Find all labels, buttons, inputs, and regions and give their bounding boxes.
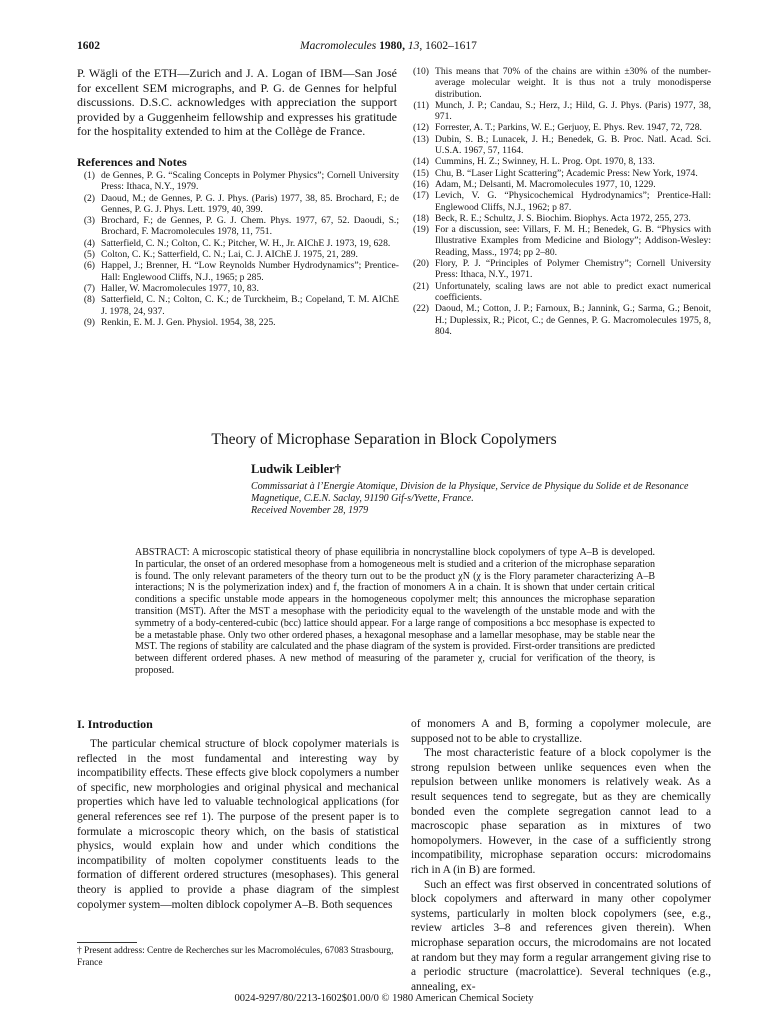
reference-text: This means that 70% of the chains are within ±30% of the number-average molecular weight. It is thus not a truly monodisperse distribution. (435, 66, 711, 100)
running-header (300, 40, 477, 52)
reference-text: For a discussion, see: Villars, F. M. H.; Benedek, G. B. “Physics with Illustrative Examples from Medicine and Biology”; Addison-Wesley: Reading, Mass., 1974; pp 2–80. (435, 224, 711, 258)
reference-number: (12) (413, 122, 429, 134)
journal-year: 1980, (379, 40, 405, 52)
page-number: 1602 (77, 40, 100, 52)
reference-item (411, 134, 711, 157)
reference-text: Forrester, A. T.; Parkins, W. E.; Gerjuoy, E. Phys. Rev. 1947, 72, 728. (435, 122, 702, 134)
reference-number: (16) (413, 178, 429, 190)
intro-right-column (411, 717, 711, 994)
reference-text: Unfortunately, scaling laws are not able to predict exact numerical coefficients. (435, 280, 711, 303)
reference-item (77, 170, 399, 193)
body-paragraph: The most characteristic feature of a block copolymer is the strong repulsion between unlike sequences even when the repulsion between unlike monomers is relatively weak. As a result sequences tend to segregate, but as they are chemically bonded even the complete segregation cannot lead to a macroscopic phase separation as in mixtures of two homopolymers. However, in the case of a sufficiently strong incompatibility, microphase separation occurs: microdomains rich in A (in B) are formed. (411, 747, 711, 876)
reference-number: (10) (413, 66, 429, 77)
references-list-left (77, 170, 399, 328)
body-paragraph: of monomers A and B, forming a copolymer molecule, are supposed not to be able to crystallize. (411, 718, 711, 745)
journal-pages: 1602–1617 (425, 40, 477, 52)
reference-item (411, 168, 711, 179)
reference-number: (3) (83, 215, 95, 227)
reference-number: (9) (83, 316, 95, 328)
reference-number: (11) (413, 99, 429, 111)
reference-text: Satterfield, C. N.; Colton, C. K.; Pitcher, W. H., Jr. AIChE J. 1973, 19, 628. (101, 237, 391, 249)
reference-text: Chu, B. “Laser Light Scattering”; Academic Press: New York, 1974. (435, 167, 698, 179)
references-heading: References and Notes (77, 155, 187, 169)
section-heading: I. Introduction (77, 717, 153, 731)
reference-text: Beck, R. E.; Schultz, J. S. Biochim. Biophys. Acta 1972, 255, 273. (435, 212, 691, 224)
reference-item (411, 258, 711, 281)
reference-number: (4) (83, 237, 95, 249)
reference-text: Happel, J.; Brenner, H. “Low Reynolds Number Hydrodynamics”; Prentice-Hall: Englewood Cliffs, N.J., 1965; p 285. (101, 260, 399, 283)
article-author: Ludwik Leibler† (251, 462, 341, 476)
reference-number: (19) (413, 224, 429, 236)
reference-item (411, 100, 711, 123)
article-title: Theory of Microphase Separation in Block Copolymers (211, 431, 557, 448)
reference-number: (8) (83, 294, 95, 306)
reference-item (77, 215, 399, 238)
copyright-footer: 0024-9297/80/2213-1602$01.00/0 © 1980 American Chemical Society (234, 993, 534, 1004)
reference-item (411, 281, 711, 304)
body-paragraph: Such an effect was first observed in concentrated solutions of block copolymers and afterward in many other copolymer systems, particularly in molten block copolymers (see, e.g., review articles 3–8 and references given therein). When microphase separation occurs, the microdomains are not located at random but they may form a regular arrangement giving rise to a periodic structure (macrolattice). Several techniques (e.g., annealing, ex- (411, 878, 711, 993)
reference-item (411, 190, 711, 213)
received-date: Received November 28, 1979 (251, 504, 369, 516)
reference-item (77, 283, 399, 294)
reference-number: (18) (413, 212, 429, 224)
reference-item (77, 294, 399, 317)
acknowledgment-paragraph: P. Wägli of the ETH—Zurich and J. A. Logan of IBM—San José for excellent SEM micrographs, and P. G. de Gennes for helpful discussions. D.S.C. acknowledges with appreciation the support provided by a Guggenheim fellowship and expresses his gratitude for the hospitality extended to him at the Collège de France. (77, 66, 397, 138)
reference-number: (13) (413, 133, 429, 145)
reference-text: Cummins, H. Z.; Swinney, H. L. Prog. Opt. 1970, 8, 133. (435, 156, 655, 168)
footnote-divider (77, 942, 137, 943)
affiliation-text: Commissariat à l’Energie Atomique, Division de la Physique, Service de Physique du Solide et de Resonance Magnetique, C.E.N. Saclay, 91190 Gif-s/Yvette, France. (251, 481, 689, 504)
reference-text: Brochard, F.; de Gennes, P. G. J. Chem. Phys. 1977, 67, 52. Daoudi, S.; Brochard, F. Macromolecules 1978, 11, 751. (101, 215, 399, 238)
journal-name: Macromolecules (300, 40, 377, 52)
reference-text: Daoud, M.; de Gennes, P. G. J. Phys. (Paris) 1977, 38, 85. Brochard, F.; de Gennes, P. G. J. Phys. Lett. 1979, 40, 399. (101, 192, 399, 215)
reference-item (77, 193, 399, 216)
footnote: † Present address: Centre de Recherches sur les Macromolécules, 67083 Strasbourg, France (77, 946, 394, 968)
reference-number: (14) (413, 156, 429, 168)
reference-item (411, 224, 711, 258)
references-list-right (411, 66, 711, 337)
reference-text: Adam, M.; Delsanti, M. Macromolecules 1977, 10, 1229. (435, 178, 656, 190)
reference-number: (21) (413, 280, 429, 292)
reference-number: (1) (83, 170, 95, 181)
reference-item (411, 122, 711, 133)
reference-text: Flory, P. J. “Principles of Polymer Chemistry”; Cornell University Press: Ithaca, N.Y., 1971. (435, 258, 711, 281)
reference-item (411, 66, 711, 100)
reference-item (411, 303, 711, 337)
journal-volume: 13, (407, 40, 423, 52)
intro-paragraph: The particular chemical structure of block copolymer materials is reflected in the most fundamental and interesting way by incompatibility effects. These effects give block copolymers a number of specific, new morphologies and original physical and mechanical properties which have led to valuable technological applications (for general references see ref 1). The purpose of the present paper is to formulate a microscopic theory which, on the basis of statistical physics, would explain how and under which conditions the incompatibility of molten copolymer constituents leads to the formation of different ordered structures (mesophases). This general theory is applied to provide a phase diagram of the simplest copolymer system—molten diblock copolymer A–B. Both sequences (77, 738, 399, 911)
reference-text: Renkin, E. M. J. Gen. Physiol. 1954, 38, 225. (101, 316, 276, 328)
reference-text: de Gennes, P. G. “Scaling Concepts in Polymer Physics”; Cornell University Press: Ithaca, N.Y., 1979. (101, 170, 399, 193)
reference-number: (20) (413, 258, 429, 270)
reference-number: (17) (413, 190, 429, 202)
reference-text: Munch, J. P.; Candau, S.; Herz, J.; Hild, G. J. Phys. (Paris) 1977, 38, 971. (435, 99, 711, 123)
reference-number: (6) (83, 260, 95, 272)
reference-text: Dubin, S. B.; Lunacek, J. H.; Benedek, G. B. Proc. Natl. Acad. Sci. U.S.A. 1967, 57, 1164. (435, 133, 711, 157)
reference-item (77, 238, 399, 249)
reference-item (411, 179, 711, 190)
reference-item (77, 249, 399, 260)
reference-number: (2) (83, 192, 95, 204)
reference-number: (5) (83, 249, 95, 261)
reference-number: (7) (83, 282, 95, 294)
abstract: ABSTRACT: A microscopic statistical theory of phase equilibria in noncrystalline block copolymers of type A–B is developed. In particular, the onset of an ordered mesophase from a homogeneous melt is studied and a criterion of the microphase separation is found. The only relevant parameters of the theory turn out to be the product χN (χ is the Flory parameter characterizing A–B interactions; N is the polymerization index) and f, the fraction of monomers A in a chain. It is shown that under certain critical conditions a specific unstable mode appears in the homogeneous copolymer melt; this announces the microphase separation transition (MST). After the MST a mesophase with the periodicity equal to the wavelength of the unstable mode and with the symmetry of a body-centered-cubic (bcc) lattice should appear. For a large range of compositions a bcc mesophase is expected to be a metastable phase. Only two other ordered phases, a hexagonal mesophase and a lamellar mesophase, may be stable near the MST. The regions of stability are calculated and the phase diagram of the system is provided. First-order transitions are predicted between different ordered phases. A new method of measuring of the parameter χ, crucial for verification of the theory, is proposed. (135, 547, 655, 676)
reference-item (411, 213, 711, 224)
reference-text: Haller, W. Macromolecules 1977, 10, 83. (101, 282, 259, 294)
author-affiliation (251, 481, 711, 516)
reference-item (411, 156, 711, 167)
reference-item (77, 260, 399, 283)
reference-number: (15) (413, 167, 429, 179)
reference-text: Satterfield, C. N.; Colton, C. K.; de Turckheim, B.; Copeland, T. M. AIChE J. 1978, 24, 937. (101, 294, 399, 317)
reference-item (77, 317, 399, 328)
reference-text: Daoud, M.; Cotton, J. P.; Farnoux, B.; Jannink, G.; Sarma, G.; Benoit, H.; Duplessix, R.; Picot, C.; de Gennes, P. G. Macromolecules 1975, 8, 804. (435, 303, 711, 337)
reference-text: Colton, C. K.; Satterfield, C. N.; Lai, C. J. AIChE J. 1975, 21, 289. (101, 249, 358, 261)
reference-text: Levich, V. G. “Physicochemical Hydrodynamics”; Prentice-Hall: Englewood Cliffs, N.J., 1962; p 87. (435, 190, 711, 213)
reference-number: (22) (413, 303, 429, 315)
